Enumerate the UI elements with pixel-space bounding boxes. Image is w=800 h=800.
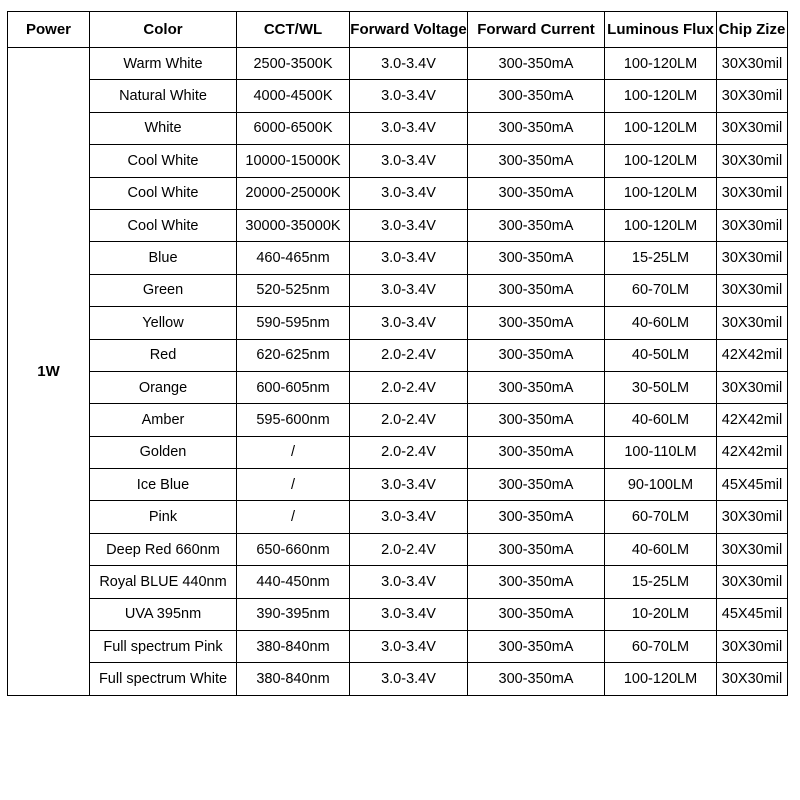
cell-color: Pink [90, 501, 237, 533]
cell-color: Ice Blue [90, 469, 237, 501]
cell-cct-wl: / [237, 469, 350, 501]
cell-color: Green [90, 274, 237, 306]
cell-chip-size: 42X42mil [717, 436, 788, 468]
cell-forward-voltage: 3.0-3.4V [350, 501, 468, 533]
cell-luminous-flux: 100-120LM [605, 209, 717, 241]
table-row [8, 566, 788, 598]
table-row [8, 48, 788, 80]
cell-cct-wl: 390-395nm [237, 598, 350, 630]
cell-forward-current: 300-350mA [468, 469, 605, 501]
cell-cct-wl: 440-450nm [237, 566, 350, 598]
cell-chip-size: 30X30mil [717, 48, 788, 80]
header-color: Color [90, 12, 237, 48]
cell-forward-voltage: 3.0-3.4V [350, 307, 468, 339]
cell-forward-voltage: 2.0-2.4V [350, 339, 468, 371]
cell-chip-size: 30X30mil [717, 242, 788, 274]
cell-forward-current: 300-350mA [468, 145, 605, 177]
cell-forward-current: 300-350mA [468, 339, 605, 371]
cell-luminous-flux: 100-120LM [605, 48, 717, 80]
cell-chip-size: 42X42mil [717, 339, 788, 371]
cell-chip-size: 30X30mil [717, 533, 788, 565]
cell-cct-wl: 600-605nm [237, 371, 350, 403]
cell-chip-size: 42X42mil [717, 404, 788, 436]
cell-color: Warm White [90, 48, 237, 80]
cell-color: Royal BLUE 440nm [90, 566, 237, 598]
table-row [8, 112, 788, 144]
cell-forward-voltage: 3.0-3.4V [350, 48, 468, 80]
table-body [8, 48, 788, 696]
cell-color: Cool White [90, 145, 237, 177]
cell-cct-wl: 460-465nm [237, 242, 350, 274]
cell-forward-voltage: 3.0-3.4V [350, 209, 468, 241]
table-row [8, 436, 788, 468]
header-forward-current: Forward Current [468, 12, 605, 48]
cell-forward-current: 300-350mA [468, 436, 605, 468]
table-row [8, 145, 788, 177]
cell-cct-wl: 590-595nm [237, 307, 350, 339]
cell-chip-size: 30X30mil [717, 177, 788, 209]
cell-chip-size: 30X30mil [717, 307, 788, 339]
cell-color: Amber [90, 404, 237, 436]
cell-luminous-flux: 30-50LM [605, 371, 717, 403]
table-row [8, 631, 788, 663]
header-row [8, 12, 788, 48]
table-row [8, 242, 788, 274]
cell-chip-size: 30X30mil [717, 209, 788, 241]
cell-luminous-flux: 15-25LM [605, 242, 717, 274]
cell-chip-size: 45X45mil [717, 598, 788, 630]
cell-forward-voltage: 3.0-3.4V [350, 274, 468, 306]
cell-cct-wl: / [237, 501, 350, 533]
cell-luminous-flux: 100-120LM [605, 80, 717, 112]
cell-cct-wl: 380-840nm [237, 663, 350, 695]
cell-luminous-flux: 100-120LM [605, 663, 717, 695]
cell-forward-voltage: 3.0-3.4V [350, 80, 468, 112]
cell-cct-wl: 4000-4500K [237, 80, 350, 112]
cell-forward-voltage: 2.0-2.4V [350, 533, 468, 565]
table-row [8, 663, 788, 695]
cell-cct-wl: 2500-3500K [237, 48, 350, 80]
cell-forward-current: 300-350mA [468, 242, 605, 274]
cell-color: Blue [90, 242, 237, 274]
cell-forward-current: 300-350mA [468, 501, 605, 533]
table-row [8, 177, 788, 209]
cell-forward-current: 300-350mA [468, 80, 605, 112]
cell-color: Golden [90, 436, 237, 468]
cell-chip-size: 30X30mil [717, 80, 788, 112]
cell-chip-size: 45X45mil [717, 469, 788, 501]
cell-forward-current: 300-350mA [468, 177, 605, 209]
table-row [8, 371, 788, 403]
cell-forward-current: 300-350mA [468, 48, 605, 80]
cell-chip-size: 30X30mil [717, 112, 788, 144]
cell-luminous-flux: 100-110LM [605, 436, 717, 468]
cell-forward-voltage: 3.0-3.4V [350, 566, 468, 598]
table-row [8, 339, 788, 371]
cell-forward-voltage: 3.0-3.4V [350, 112, 468, 144]
cell-chip-size: 30X30mil [717, 371, 788, 403]
table-row [8, 274, 788, 306]
cell-color: Full spectrum White [90, 663, 237, 695]
cell-cct-wl: 10000-15000K [237, 145, 350, 177]
cell-forward-current: 300-350mA [468, 209, 605, 241]
cell-luminous-flux: 40-60LM [605, 404, 717, 436]
cell-forward-current: 300-350mA [468, 404, 605, 436]
cell-luminous-flux: 10-20LM [605, 598, 717, 630]
cell-color: Yellow [90, 307, 237, 339]
cell-cct-wl: / [237, 436, 350, 468]
led-spec-table [7, 11, 788, 696]
header-chip-size: Chip Zize [717, 12, 788, 48]
table-row [8, 307, 788, 339]
table-row [8, 80, 788, 112]
cell-forward-voltage: 3.0-3.4V [350, 469, 468, 501]
cell-cct-wl: 520-525nm [237, 274, 350, 306]
cell-luminous-flux: 100-120LM [605, 112, 717, 144]
cell-forward-current: 300-350mA [468, 663, 605, 695]
cell-forward-current: 300-350mA [468, 533, 605, 565]
cell-cct-wl: 650-660nm [237, 533, 350, 565]
header-cct-wl: CCT/WL [237, 12, 350, 48]
cell-chip-size: 30X30mil [717, 501, 788, 533]
table-row [8, 404, 788, 436]
cell-forward-current: 300-350mA [468, 631, 605, 663]
cell-luminous-flux: 15-25LM [605, 566, 717, 598]
cell-forward-current: 300-350mA [468, 566, 605, 598]
cell-forward-voltage: 3.0-3.4V [350, 631, 468, 663]
cell-cct-wl: 595-600nm [237, 404, 350, 436]
cell-chip-size: 30X30mil [717, 663, 788, 695]
cell-luminous-flux: 90-100LM [605, 469, 717, 501]
cell-cct-wl: 30000-35000K [237, 209, 350, 241]
cell-forward-current: 300-350mA [468, 112, 605, 144]
cell-color: UVA 395nm [90, 598, 237, 630]
cell-forward-voltage: 2.0-2.4V [350, 371, 468, 403]
cell-forward-voltage: 2.0-2.4V [350, 436, 468, 468]
cell-forward-voltage: 3.0-3.4V [350, 145, 468, 177]
cell-chip-size: 30X30mil [717, 631, 788, 663]
cell-luminous-flux: 60-70LM [605, 274, 717, 306]
table-row [8, 469, 788, 501]
table-row [8, 598, 788, 630]
cell-luminous-flux: 40-50LM [605, 339, 717, 371]
cell-cct-wl: 620-625nm [237, 339, 350, 371]
cell-power: 1W [8, 48, 90, 696]
cell-color: Deep Red 660nm [90, 533, 237, 565]
cell-chip-size: 30X30mil [717, 566, 788, 598]
cell-color: Cool White [90, 177, 237, 209]
header-luminous-flux: Luminous Flux [605, 12, 717, 48]
cell-forward-current: 300-350mA [468, 371, 605, 403]
cell-forward-voltage: 3.0-3.4V [350, 177, 468, 209]
cell-color: Natural White [90, 80, 237, 112]
cell-luminous-flux: 60-70LM [605, 501, 717, 533]
header-power: Power [8, 12, 90, 48]
cell-luminous-flux: 100-120LM [605, 145, 717, 177]
cell-chip-size: 30X30mil [717, 274, 788, 306]
cell-luminous-flux: 100-120LM [605, 177, 717, 209]
header-forward-voltage: Forward Voltage [350, 12, 468, 48]
cell-color: Full spectrum Pink [90, 631, 237, 663]
cell-forward-voltage: 3.0-3.4V [350, 598, 468, 630]
cell-forward-current: 300-350mA [468, 307, 605, 339]
cell-forward-current: 300-350mA [468, 274, 605, 306]
cell-chip-size: 30X30mil [717, 145, 788, 177]
cell-luminous-flux: 40-60LM [605, 533, 717, 565]
cell-cct-wl: 380-840nm [237, 631, 350, 663]
cell-color: Red [90, 339, 237, 371]
cell-color: Orange [90, 371, 237, 403]
cell-cct-wl: 20000-25000K [237, 177, 350, 209]
cell-luminous-flux: 60-70LM [605, 631, 717, 663]
cell-forward-voltage: 2.0-2.4V [350, 404, 468, 436]
cell-forward-voltage: 3.0-3.4V [350, 242, 468, 274]
cell-forward-current: 300-350mA [468, 598, 605, 630]
cell-forward-voltage: 3.0-3.4V [350, 663, 468, 695]
table-row [8, 533, 788, 565]
cell-color: White [90, 112, 237, 144]
cell-luminous-flux: 40-60LM [605, 307, 717, 339]
table-row [8, 209, 788, 241]
cell-color: Cool White [90, 209, 237, 241]
table-row [8, 501, 788, 533]
cell-cct-wl: 6000-6500K [237, 112, 350, 144]
